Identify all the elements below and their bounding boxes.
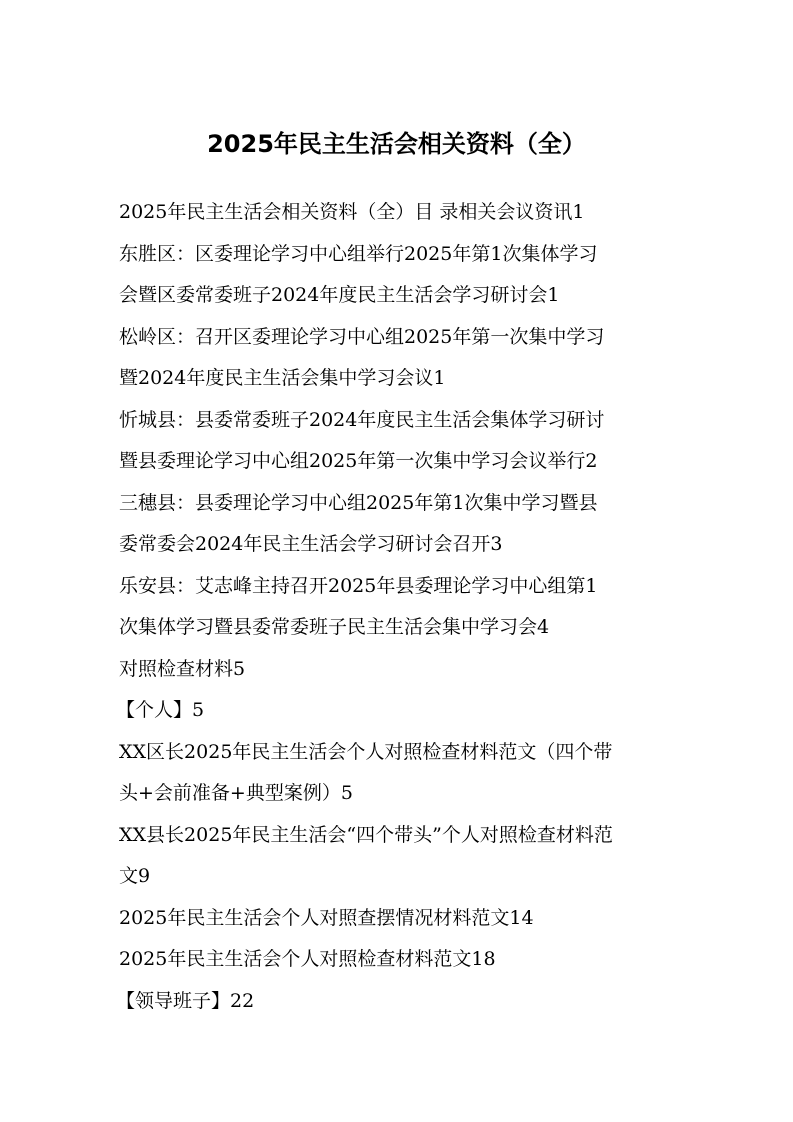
toc-line: 暨县委理论学习中心组2025年第一次集中学习会议举行2 [119,450,598,472]
toc-line: 头+会前准备+典型案例）5 [119,782,353,804]
toc-line: 会暨区委常委班子2024年度民主生活会学习研讨会1 [119,284,560,306]
toc-line: 三穗县：县委理论学习中心组2025年第1次集中学习暨县 [119,491,598,514]
toc-line: 2025年民主生活会相关资料（全）目 录相关会议资讯1 [119,201,585,223]
toc-line: 忻城县：县委常委班子2024年度民主生活会集体学习研讨 [119,408,605,431]
document-title: 2025年民主生活会相关资料（全） [207,130,586,158]
toc-line: 对照检查材料5 [119,657,246,680]
toc-line: XX县长2025年民主生活会“四个带头”个人对照检查材料范 [119,823,613,846]
toc-line: 次集体学习暨县委常委班子民主生活会集中学习会4 [119,616,550,638]
toc-line: 东胜区：区委理论学习中心组举行2025年第1次集体学习 [119,242,598,265]
toc-line: 2025年民主生活会个人对照检查材料范文18 [119,948,496,970]
table-of-contents [116,192,679,1022]
toc-line: 暨2024年度民主生活会集中学习会议1 [119,367,446,389]
toc-line: 委常委会2024年民主生活会学习研讨会召开3 [119,533,503,555]
toc-line: XX区长2025年民主生活会个人对照检查材料范文（四个带 [119,740,613,763]
toc-line: 2025年民主生活会个人对照查摆情况材料范文14 [119,906,534,929]
toc-line: 松岭区：召开区委理论学习中心组2025年第一次集中学习 [119,325,605,348]
toc-line: 文9 [119,865,151,887]
toc-line: 乐安县：艾志峰主持召开2025年县委理论学习中心组第1 [119,574,598,597]
toc-section-heading: 【个人】5 [116,699,205,721]
toc-section-heading: 【领导班子】22 [116,989,255,1012]
